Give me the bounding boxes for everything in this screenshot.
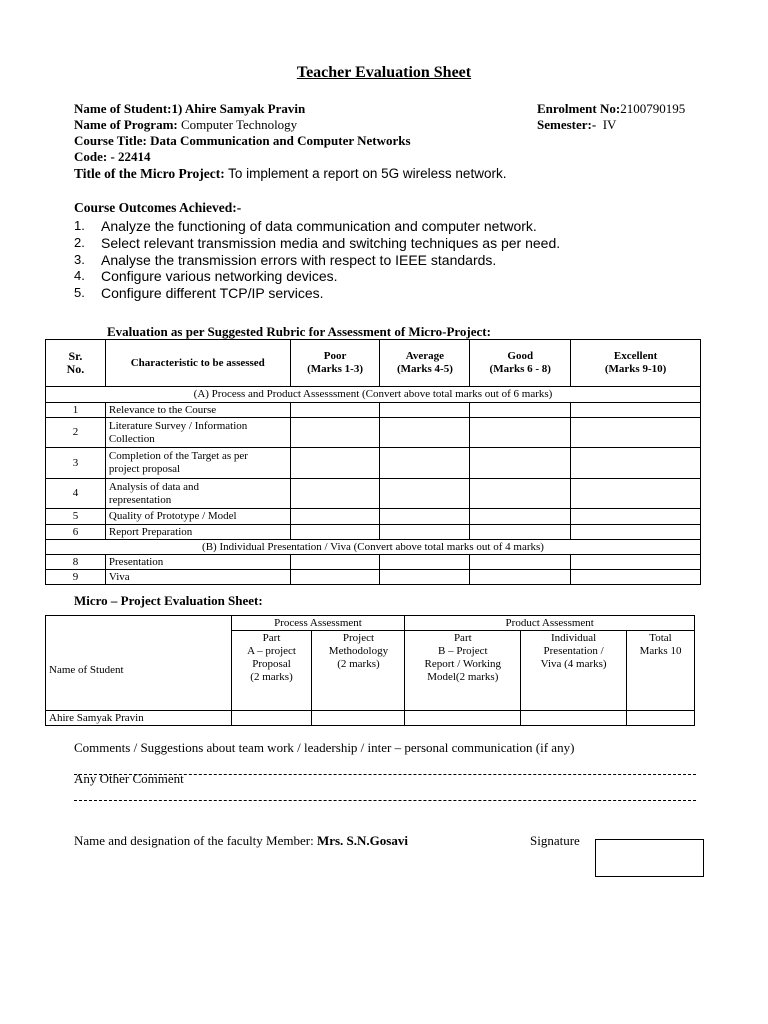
other-comment-dashed-line[interactable] <box>74 800 696 801</box>
outcome-text: Select relevant transmission media and switching techniques as per need. <box>101 234 561 251</box>
process-assessment-header: Process Assessment <box>231 616 405 631</box>
average-header: Average (Marks 4-5) <box>380 340 470 387</box>
rubric-characteristic: Analysis of data and representation <box>105 479 290 509</box>
section-b-rows <box>46 555 701 585</box>
outcome-number: 1. <box>74 218 85 233</box>
program-label: Name of Program: <box>74 117 178 132</box>
student-label: Name of Student: <box>74 101 172 116</box>
section-a-rows <box>46 403 701 540</box>
micro-student-row <box>46 711 695 726</box>
individual-viva-header: Individual Presentation / Viva (4 marks) <box>521 631 627 711</box>
score-cell-good[interactable] <box>470 448 571 479</box>
score-cell-excellent[interactable] <box>571 479 701 509</box>
outcome-number: 2. <box>74 234 85 250</box>
good-header: Good (Marks 6 - 8) <box>470 340 571 387</box>
score-cell-excellent[interactable] <box>571 525 701 540</box>
enrolment-label: Enrolment No: <box>537 101 621 116</box>
score-cell-good[interactable] <box>470 570 571 585</box>
score-cell-poor[interactable] <box>290 525 380 540</box>
total-marks-header: Total Marks 10 <box>627 631 695 711</box>
poor-header: Poor (Marks 1-3) <box>290 340 380 387</box>
course-label: Course Title: <box>74 133 147 148</box>
score-cell-average[interactable] <box>380 448 470 479</box>
score-cell-good[interactable] <box>470 403 571 418</box>
page-title: Teacher Evaluation Sheet <box>296 64 472 81</box>
score-cell-excellent[interactable] <box>571 555 701 570</box>
rubric-characteristic: Relevance to the Course <box>105 403 290 418</box>
rubric-row <box>46 555 701 570</box>
project-label: Title of the Micro Project: <box>74 166 225 181</box>
rubric-sr: 6 <box>46 525 106 540</box>
rubric-sr: 8 <box>46 555 106 570</box>
section-b-row <box>46 540 701 555</box>
student-value: 1) Ahire Samyak Pravin <box>171 101 306 116</box>
section-b-label: (B) Individual Presentation / Viva (Convert above total marks out of 4 marks) <box>46 540 701 555</box>
score-cell-excellent[interactable] <box>571 570 701 585</box>
section-a-label: (A) Process and Product Assesssment (Convert above total marks out of 6 marks) <box>46 387 701 403</box>
rubric-characteristic: Literature Survey / Information Collection <box>105 418 290 448</box>
section-a-row <box>46 387 701 403</box>
score-cell-average[interactable] <box>380 418 470 448</box>
rubric-row <box>46 525 701 540</box>
signature-label: Signature <box>530 833 580 848</box>
rubric-characteristic: Completion of the Target as per project proposal <box>105 448 290 479</box>
score-cell-excellent[interactable] <box>571 448 701 479</box>
part-b-header: Part B – Project Report / Working Model(2 marks) <box>405 631 521 711</box>
methodology-header: Project Methodology (2 marks) <box>312 631 405 711</box>
rubric-heading: Evaluation as per Suggested Rubric for Assessment of Micro-Project: <box>107 324 491 339</box>
rubric-row <box>46 448 701 479</box>
micro-header-row <box>46 631 695 711</box>
outcome-text: Analyse the transmission errors with respect to IEEE standards. <box>101 251 497 268</box>
score-cell-average[interactable] <box>380 555 470 570</box>
score-cell-poor[interactable] <box>290 448 380 479</box>
part-a-cell[interactable] <box>231 711 312 726</box>
part-a-header: Part A – project Proposal (2 marks) <box>231 631 312 711</box>
rubric-header-row <box>46 340 701 387</box>
rubric-row <box>46 570 701 585</box>
rubric-characteristic: Viva <box>105 570 290 585</box>
micro-blank-cell <box>46 616 232 631</box>
rubric-row <box>46 418 701 448</box>
rubric-characteristic: Presentation <box>105 555 290 570</box>
score-cell-good[interactable] <box>470 555 571 570</box>
project-title-line <box>74 166 506 182</box>
enrolment-line <box>537 101 685 117</box>
score-cell-excellent[interactable] <box>571 403 701 418</box>
enrolment-value: 2100790195 <box>620 101 686 116</box>
signature-box[interactable] <box>595 839 704 877</box>
outcome-text: Analyze the functioning of data communication and computer network. <box>101 218 537 234</box>
rubric-characteristic: Report Preparation <box>105 525 290 540</box>
part-b-cell[interactable] <box>405 711 521 726</box>
score-cell-poor[interactable] <box>290 418 380 448</box>
name-of-student-header: Name of Student <box>46 631 232 711</box>
faculty-name: Mrs. S.N.Gosavi <box>316 833 408 848</box>
rubric-sr: 9 <box>46 570 106 585</box>
faculty-label: Name and designation of the faculty Member: <box>74 833 314 848</box>
score-cell-poor[interactable] <box>290 403 380 418</box>
outcomes-heading: Course Outcomes Achieved:- <box>74 200 242 215</box>
faculty-line <box>74 833 408 849</box>
rubric-row <box>46 509 701 525</box>
course-code: Code: - 22414 <box>74 149 151 164</box>
rubric-sr: 4 <box>46 479 106 509</box>
characteristic-header: Characteristic to be assessed <box>105 340 290 387</box>
excellent-header: Excellent (Marks 9-10) <box>571 340 701 387</box>
outcome-number: 4. <box>74 268 85 284</box>
score-cell-good[interactable] <box>470 525 571 540</box>
rubric-sr: 1 <box>46 403 106 418</box>
score-cell-average[interactable] <box>380 479 470 509</box>
score-cell-good[interactable] <box>470 418 571 448</box>
rubric-sr: 2 <box>46 418 106 448</box>
score-cell-poor[interactable] <box>290 570 380 585</box>
outcome-number: 5. <box>74 285 85 301</box>
score-cell-poor[interactable] <box>290 479 380 509</box>
score-cell-average[interactable] <box>380 509 470 525</box>
micro-table <box>45 615 695 726</box>
methodology-cell[interactable] <box>312 711 405 726</box>
rubric-characteristic: Quality of Prototype / Model <box>105 509 290 525</box>
semester-value: IV <box>602 117 617 132</box>
rubric-row <box>46 403 701 418</box>
score-cell-good[interactable] <box>470 479 571 509</box>
total-marks-cell[interactable] <box>627 711 695 726</box>
outcome-number: 3. <box>74 251 85 267</box>
micro-student-name: Ahire Samyak Pravin <box>46 711 232 726</box>
score-cell-poor[interactable] <box>290 555 380 570</box>
rubric-table <box>45 339 701 585</box>
program-line <box>74 117 297 133</box>
score-cell-good[interactable] <box>470 509 571 525</box>
score-cell-poor[interactable] <box>290 509 380 525</box>
outcome-text: Configure various networking devices. <box>101 268 338 285</box>
rubric-sr: 3 <box>46 448 106 479</box>
individual-viva-cell[interactable] <box>521 711 627 726</box>
product-assessment-header: Product Assessment <box>405 616 695 631</box>
program-value: Computer Technology <box>180 117 298 132</box>
project-value: To implement a report on 5G wireless network. <box>228 166 507 181</box>
rubric-row <box>46 479 701 509</box>
score-cell-average[interactable] <box>380 525 470 540</box>
score-cell-excellent[interactable] <box>571 418 701 448</box>
score-cell-average[interactable] <box>380 570 470 585</box>
sr-no-header: Sr. No. <box>46 340 106 387</box>
micro-heading: Micro – Project Evaluation Sheet: <box>74 593 263 608</box>
score-cell-excellent[interactable] <box>571 509 701 525</box>
semester-line <box>537 117 616 133</box>
semester-label: Semester:- <box>537 117 597 132</box>
course-line <box>74 133 411 149</box>
rubric-sr: 5 <box>46 509 106 525</box>
outcome-text: Configure different TCP/IP services. <box>101 285 324 302</box>
course-value: Data Communication and Computer Networks <box>150 133 411 148</box>
other-comment-label: Any Other Comment <box>74 771 184 786</box>
comments-label: Comments / Suggestions about team work / leadership / inter – personal communication (if any) <box>74 740 575 755</box>
micro-group-row <box>46 616 695 631</box>
score-cell-average[interactable] <box>380 403 470 418</box>
student-name-line <box>74 101 305 117</box>
